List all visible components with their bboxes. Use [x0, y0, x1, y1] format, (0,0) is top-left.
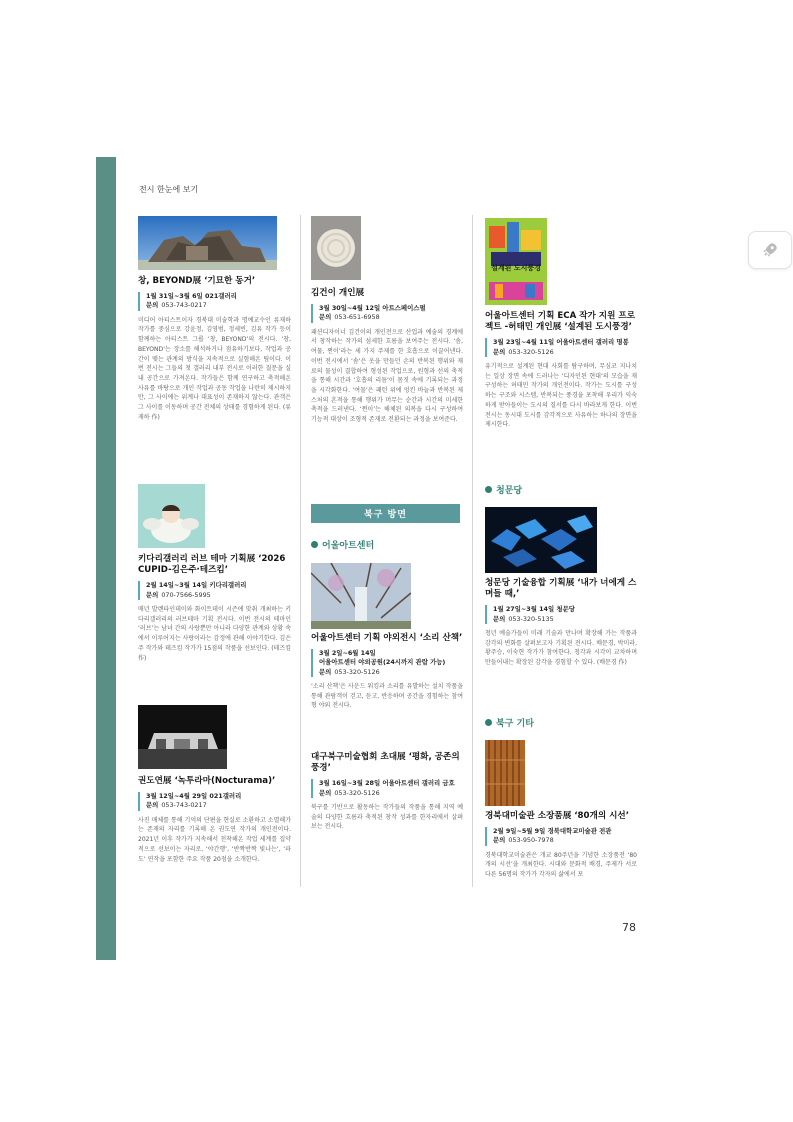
sub-heading: 청문당 [485, 483, 522, 496]
exhibit-date: 2월 14일~3월 14일 키다리갤러리 [146, 581, 247, 590]
exhibit-date: 3월 30일~4월 12일 아트스페이스펄 [319, 304, 426, 313]
column-divider [472, 215, 473, 887]
exhibit-contact: 문의 053-320-5126 [493, 347, 554, 356]
exhibit-entry [311, 752, 463, 832]
exhibit-title: 경북대미술관 소장품展 ‘80개의 시선’ [485, 811, 629, 821]
exhibit-title: 청문당 기술융합 기획展 ‘내가 너에게 스며들 때,’ [485, 578, 637, 600]
exhibit-description: 유기적으로 설계된 현대 사회를 탐구하며, 무심코 지나치는 일상 장면 속에 드러나는 ‘디자인된 현대’의 모습을 재구성하는 허태민 작가의 개인전이다. 작가는 도시를 구성하는 구조와 시스템, 반복되는 풍경을 포착해 우리가 익숙하게 받아들이는 도시의 질서를 다시 바라보게 한다. 이번 전시는 동시대 도시를 감각적으로 사유하는 하나의 장면을 제시한다. [485, 362, 637, 429]
cupid-exhibit-image [138, 484, 205, 548]
sound-walk-exhibit-image [311, 563, 411, 629]
exhibit-description: 청년 예술가들이 미래 기술과 만나며 확장해 가는 작품과 감각의 변화를 살펴보고자 기획된 전시다. 배문경, 박미라, 황주승, 이숙현 작가가 참여한다. 청각과 시각이 교차하며 만들어내는 확장된 감각을 경험할 수 있다. (배문경 作) [485, 629, 637, 667]
exhibit-meta [485, 605, 637, 624]
exhibit-meta [311, 649, 463, 677]
exhibit-title: 김건이 개인展 [311, 288, 365, 298]
exhibit-title: 대구북구미술협회 초대展 ‘평화, 공존의 풍경’ [311, 752, 460, 774]
exhibit-meta [138, 792, 291, 811]
exhibit-description: 사진 매체를 통해 기억의 단편을 현실로 소환하고 소멸해가는 존재의 자리를 기록해 온 권도연 작가의 개인전이다. 2021년 이후 작가가 지속해서 천착해온 작업 세계를 집약적으로 선보이는 자리로, ‘야간행’, ‘반짝반짝 빛나는’, ‘파도’ 연작을 포함한 주요 작품 20점을 소개한다. [138, 816, 291, 863]
page-header: 전시 한눈에 보기 [139, 185, 199, 194]
exhibit-entry [138, 776, 291, 864]
exhibit-description: 매년 발렌타인데이와 화이트데이 시즌에 맞춰 개최하는 키다리갤러리의 러브테마 기획 전시다. 이번 전시의 테마인 ‘러브’는 남녀 간의 사랑뿐만 아니라 다양한 관계와 상황 속에서 이루어지는 사랑이라는 감정에 관해 이야기한다. 김은주 작가와 테즈킴 작가가 15점의 작품을 선보인다. (테즈킴 作) [138, 605, 291, 662]
cheongmundang-exhibit-image [485, 507, 597, 573]
sub-heading: 어울아트센터 [311, 538, 374, 551]
rocket-icon [761, 241, 779, 259]
exhibit-date: 2월 9일~5월 9일 경북대학교미술관 전관 [493, 827, 612, 836]
exhibit-entry [311, 633, 463, 711]
floating-action-button[interactable] [748, 231, 792, 269]
side-color-band [96, 157, 116, 960]
exhibit-date: 3월 12일~4월 29일 021갤러리 [146, 792, 242, 801]
exhibit-date: 3월 16일~3월 28일 어울아트센터 갤러리 금호 [319, 779, 455, 788]
knu-collection-exhibit-image [485, 740, 525, 806]
bullet-dot-icon [485, 486, 492, 493]
kimgeoni-exhibit-image [311, 216, 361, 280]
exhibit-meta [485, 827, 637, 846]
exhibit-meta [311, 304, 463, 323]
bullet-dot-icon [485, 719, 492, 726]
exhibit-title: 어울아트센터 기획 야외전시 ‘소리 산책’ [311, 633, 463, 643]
exhibit-entry [485, 811, 637, 880]
exhibit-contact: 문의 053-950-7978 [493, 836, 554, 845]
exhibit-contact: 문의 053-320-5126 [319, 788, 380, 797]
exhibit-title: 창, BEYOND展 ‘기묘한 동거’ [138, 276, 256, 286]
page-number: 78 [622, 921, 636, 934]
exhibit-title: 어울아트센터 기획 ECA 작가 지원 프로젝트 -허태민 개인展 ‘설계된 도시풍경’ [485, 311, 636, 333]
exhibit-date: 3월 23일~4월 11일 어울아트센터 갤러리 명봉 [493, 338, 629, 347]
exhibit-contact: 문의 053-743-0217 [146, 301, 207, 310]
exhibit-title: 키다리갤러리 러브 테마 기획展 ‘2026 CUPID-김은주·테즈킴’ [138, 554, 286, 576]
exhibit-date: 1월 27일~3월 14일 청문당 [493, 605, 575, 614]
exhibit-description: 미디어 아티스트이자 경북대 미술학과 명예교수인 류재하 작가를 중심으로 강윤정, 김영범, 정세빈, 김유 작가 등이 함께하는 아티스트 그룹 ‘창, BEYOND’의 전시다. ‘창, BEYOND’는 장소를 해석하거나 점유하기보다, 작업과 공간이 맺는 관계의 방식을 지속적으로 실험해온 팀이다. 이번 전시는 그들의 첫 갤러리 내부 전시로 이러한 질문을 실내 공간으로 가져온다. 작가들은 함께 연구하고 축적해온 사유를 바탕으로 개인 작업과 공동 작업을 나란히 제시하지만, 그 사이에는 위계나 대표성이 존재하지 않는다. 관객은 그 사이를 이동하며 공간 전체의 상태를 경험하게 된다. (류재하 作) [138, 316, 291, 421]
exhibit-date: 1월 31일~3월 6일 021갤러리 [146, 292, 237, 301]
exhibit-meta [138, 292, 291, 311]
exhibit-meta [138, 581, 291, 600]
exhibit-entry [485, 311, 637, 430]
exhibit-date: 3월 2일~6월 14일 [319, 649, 376, 658]
nocturama-exhibit-image [138, 705, 227, 769]
exhibit-entry [485, 578, 637, 668]
exhibit-entry [138, 554, 291, 663]
exhibit-description: 북구를 기반으로 활동하는 작가들의 작품을 통해 지역 예술의 다양한 흐름과 축적된 창작 성과를 한자리에서 살펴보는 전시다. [311, 803, 463, 831]
exhibit-description: 경북대학교미술관은 개교 80주년을 기념한 소장품전 ‘80개의 시선’을 개최한다. 시대와 문화적 배경, 주제가 서로 다른 56명의 작가가 각자의 삶에서 포 [485, 851, 637, 879]
exhibit-venue: 어울아트센터 야외공원(24시까지 관람 가능) [319, 658, 446, 667]
exhibit-description: 패션디자이너 김건이의 개인전으로 산업과 예술의 경계에서 창작하는 작가의 섬세한 흐름을 보여주는 전시다. ‘솜, 여물, 쩐이’라는 세 가지 주제를 한 호흡으로 이끌어낸다. 이번 전시에서 ‘솜’은 옷을 만들던 손의 반복된 행위와 재료의 물성이 결합하여 형성된 작업으로, 원형과 선의 축적을 통해 시간과 ‘호흡의 리듬’이 몸짓 속에 기록되는 과정을 시각화한다. ‘여물’은 패턴 위에 엉킨 바늘과 반복된 제스처의 흔적을 통해 행위가 머무는 순간과 시간의 미세한 축적을 드러낸다. ‘쩐이’는 해체된 의복을 다시 구성하여 기능적 대상이 조형적 존재로 전환되는 과정을 보여준다. [311, 328, 463, 424]
exhibit-entry [311, 288, 463, 425]
exhibit-contact: 문의 053-320-5135 [493, 614, 554, 623]
sub-heading: 북구 기타 [485, 716, 534, 729]
exhibit-entry [138, 276, 291, 423]
poster-text: 설계된 도시풍경 [491, 264, 541, 272]
exhibit-contact: 문의 053-320-5126 [319, 667, 380, 676]
exhibit-meta [311, 779, 463, 798]
exhibit-title: 권도연展 ‘녹투라마(Nocturama)’ [138, 776, 276, 786]
exhibit-contact: 문의 070-7566-5995 [146, 590, 211, 599]
beyond-exhibit-image [138, 216, 277, 270]
section-banner: 북구 방면 [311, 504, 460, 523]
exhibit-description: ‘소리 산책’은 사운드 워킹과 소리를 유발하는 설치 작품을 통해 관람객이 걷고, 듣고, 반응하며 공간을 경험하는 참여형 야외 전시다. [311, 683, 463, 710]
column-divider [300, 215, 301, 887]
urban-landscape-poster-image [485, 218, 547, 305]
exhibit-meta [485, 338, 637, 357]
bullet-dot-icon [311, 541, 318, 548]
exhibit-contact: 문의 053-743-0217 [146, 801, 207, 810]
exhibit-contact: 문의 053-651-6958 [319, 313, 380, 322]
